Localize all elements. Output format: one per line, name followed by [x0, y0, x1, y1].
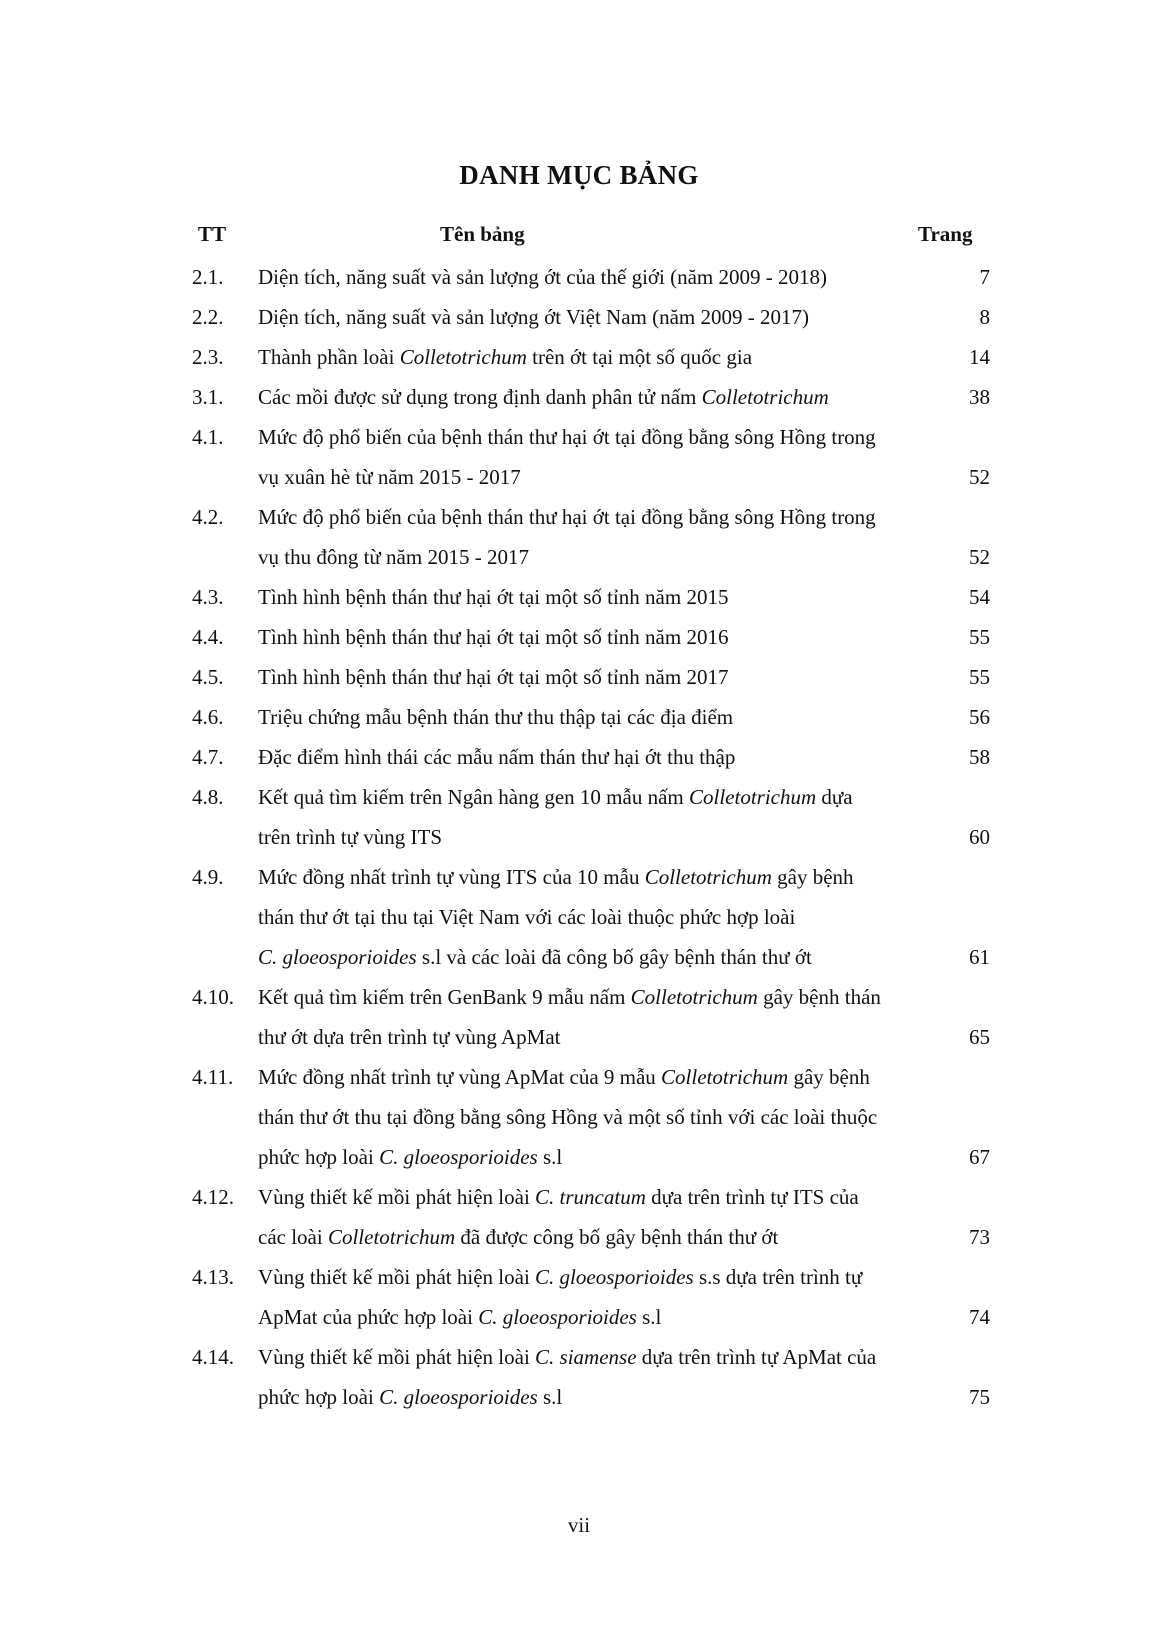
- entry-page: 56: [969, 705, 990, 729]
- entry-page: 55: [969, 625, 990, 649]
- entry-line: [0, 1337, 1158, 1377]
- entry-line: [0, 817, 1158, 857]
- entry-number: 4.2.: [192, 505, 224, 529]
- entry-line: [0, 697, 1158, 737]
- list-item: [0, 737, 1158, 777]
- entry-page: 60: [969, 825, 990, 849]
- list-item: [0, 697, 1158, 737]
- entry-line: [0, 937, 1158, 977]
- page-number: vii: [567, 1513, 591, 1537]
- column-header-page: Trang: [918, 222, 973, 246]
- entry-line: [0, 297, 1158, 337]
- entry-line: [0, 417, 1158, 457]
- list-item: [0, 1337, 1158, 1417]
- entry-line: [0, 977, 1158, 1017]
- entry-title: Triệu chứng mẫu bệnh thán thư thu thập tại các địa điểm: [258, 705, 734, 729]
- entry-number: 4.4.: [192, 625, 224, 649]
- list-item: [0, 777, 1158, 857]
- entry-page: 55: [969, 665, 990, 689]
- entry-line: [0, 737, 1158, 777]
- entry-line: [0, 1177, 1158, 1217]
- entry-number: 4.1.: [192, 425, 224, 449]
- entry-number: 4.5.: [192, 665, 224, 689]
- entry-number: 2.1.: [192, 265, 224, 289]
- list-item: [0, 297, 1158, 337]
- entry-line: [0, 857, 1158, 897]
- list-item: [0, 1057, 1158, 1177]
- table-list: [0, 257, 1158, 1417]
- entry-title: Vùng thiết kế mồi phát hiện loài C. siamense dựa trên trình tự ApMat của: [258, 1345, 877, 1369]
- entry-title: Đặc điểm hình thái các mẫu nấm thán thư hại ớt thu thập: [258, 745, 736, 769]
- list-item: [0, 1177, 1158, 1257]
- entry-number: 4.9.: [192, 865, 224, 889]
- entry-page: 75: [969, 1385, 990, 1409]
- list-item: [0, 977, 1158, 1057]
- column-header-number: TT: [198, 222, 227, 246]
- entry-page: 54: [969, 585, 990, 609]
- entry-title: phức hợp loài C. gloeosporioides s.l: [258, 1385, 563, 1409]
- entry-title: các loài Colletotrichum đã được công bố gây bệnh thán thư ớt: [258, 1225, 779, 1249]
- entry-page: 61: [969, 945, 990, 969]
- entry-title: Các mồi được sử dụng trong định danh phân tử nấm Colletotrichum: [258, 385, 829, 409]
- entry-page: 65: [969, 1025, 990, 1049]
- entry-line: [0, 497, 1158, 537]
- list-item: [0, 377, 1158, 417]
- entry-line: [0, 257, 1158, 297]
- entry-title: Mức độ phổ biến của bệnh thán thư hại ớt tại đồng bằng sông Hồng trong: [258, 505, 876, 529]
- entry-line: [0, 577, 1158, 617]
- entry-line: [0, 777, 1158, 817]
- entry-title: Mức độ phổ biến của bệnh thán thư hại ớt tại đồng bằng sông Hồng trong: [258, 425, 876, 449]
- entry-title: Mức đồng nhất trình tự vùng ApMat của 9 mẫu Colletotrichum gây bệnh: [258, 1065, 870, 1089]
- entry-number: 4.3.: [192, 585, 224, 609]
- list-item: [0, 657, 1158, 697]
- entry-number: 4.13.: [192, 1265, 234, 1289]
- list-item: [0, 1257, 1158, 1337]
- entry-line: [0, 1377, 1158, 1417]
- entry-title: ApMat của phức hợp loài C. gloeosporioides s.l: [258, 1305, 662, 1329]
- entry-line: [0, 337, 1158, 377]
- entry-page: 38: [969, 385, 990, 409]
- entry-line: [0, 897, 1158, 937]
- entry-title: Tình hình bệnh thán thư hại ớt tại một số tỉnh năm 2017: [258, 665, 729, 689]
- list-item: [0, 337, 1158, 377]
- entry-title: Diện tích, năng suất và sản lượng ớt của thế giới (năm 2009 - 2018): [258, 265, 827, 289]
- entry-line: [0, 1057, 1158, 1097]
- list-item: [0, 617, 1158, 657]
- entry-line: [0, 457, 1158, 497]
- entry-title: trên trình tự vùng ITS: [258, 825, 443, 849]
- entry-number: 4.10.: [192, 985, 234, 1009]
- entry-title: thán thư ớt tại thu tại Việt Nam với các loài thuộc phức hợp loài: [258, 905, 796, 929]
- entry-number: 4.7.: [192, 745, 224, 769]
- entry-number: 3.1.: [192, 385, 224, 409]
- entry-line: [0, 1297, 1158, 1337]
- list-item: [0, 857, 1158, 977]
- list-item: [0, 577, 1158, 617]
- entry-number: 4.11.: [192, 1065, 234, 1089]
- entry-number: 4.14.: [192, 1345, 234, 1369]
- entry-line: [0, 1137, 1158, 1177]
- entry-title: Diện tích, năng suất và sản lượng ớt Việt Nam (năm 2009 - 2017): [258, 305, 810, 329]
- entry-line: [0, 1257, 1158, 1297]
- entry-title: Mức đồng nhất trình tự vùng ITS của 10 mẫu Colletotrichum gây bệnh: [258, 865, 854, 889]
- entry-number: 4.12.: [192, 1185, 234, 1209]
- entry-page: 52: [969, 545, 990, 569]
- column-header-table-name: Tên bảng: [440, 222, 525, 246]
- entry-number: 4.8.: [192, 785, 224, 809]
- list-item: [0, 417, 1158, 497]
- entry-page: 8: [979, 305, 990, 329]
- entry-line: [0, 617, 1158, 657]
- entry-page: 52: [969, 465, 990, 489]
- entry-page: 74: [969, 1305, 990, 1329]
- entry-page: 67: [969, 1145, 990, 1169]
- entry-line: [0, 1017, 1158, 1057]
- entry-title: thư ớt dựa trên trình tự vùng ApMat: [258, 1025, 561, 1049]
- page-title: DANH MỤC BẢNG: [459, 160, 699, 190]
- entry-title: Kết quả tìm kiếm trên Ngân hàng gen 10 mẫu nấm Colletotrichum dựa: [258, 785, 853, 809]
- entry-title: vụ thu đông từ năm 2015 - 2017: [258, 545, 529, 569]
- entry-line: [0, 537, 1158, 577]
- entry-page: 73: [969, 1225, 990, 1249]
- list-item: [0, 497, 1158, 577]
- entry-title: C. gloeosporioides s.l và các loài đã công bố gây bệnh thán thư ớt: [258, 945, 812, 969]
- entry-title: Tình hình bệnh thán thư hại ớt tại một số tỉnh năm 2015: [258, 585, 729, 609]
- entry-title: Tình hình bệnh thán thư hại ớt tại một số tỉnh năm 2016: [258, 625, 729, 649]
- entry-number: 4.6.: [192, 705, 224, 729]
- entry-title: Vùng thiết kế mồi phát hiện loài C. gloeosporioides s.s dựa trên trình tự: [258, 1265, 863, 1289]
- entry-number: 2.2.: [192, 305, 224, 329]
- entry-title: vụ xuân hè từ năm 2015 - 2017: [258, 465, 521, 489]
- entry-title: Thành phần loài Colletotrichum trên ớt tại một số quốc gia: [258, 345, 753, 369]
- entry-line: [0, 377, 1158, 417]
- entry-title: phức hợp loài C. gloeosporioides s.l: [258, 1145, 563, 1169]
- entry-line: [0, 1217, 1158, 1257]
- entry-page: 58: [969, 745, 990, 769]
- entry-line: [0, 657, 1158, 697]
- entry-number: 2.3.: [192, 345, 224, 369]
- entry-page: 14: [969, 345, 990, 369]
- entry-title: Kết quả tìm kiếm trên GenBank 9 mẫu nấm Colletotrichum gây bệnh thán: [258, 985, 881, 1009]
- entry-title: Vùng thiết kế mồi phát hiện loài C. truncatum dựa trên trình tự ITS của: [258, 1185, 859, 1209]
- entry-page: 7: [979, 265, 990, 289]
- entry-title: thán thư ớt thu tại đồng bằng sông Hồng và một số tỉnh với các loài thuộc: [258, 1105, 878, 1129]
- entry-line: [0, 1097, 1158, 1137]
- list-item: [0, 257, 1158, 297]
